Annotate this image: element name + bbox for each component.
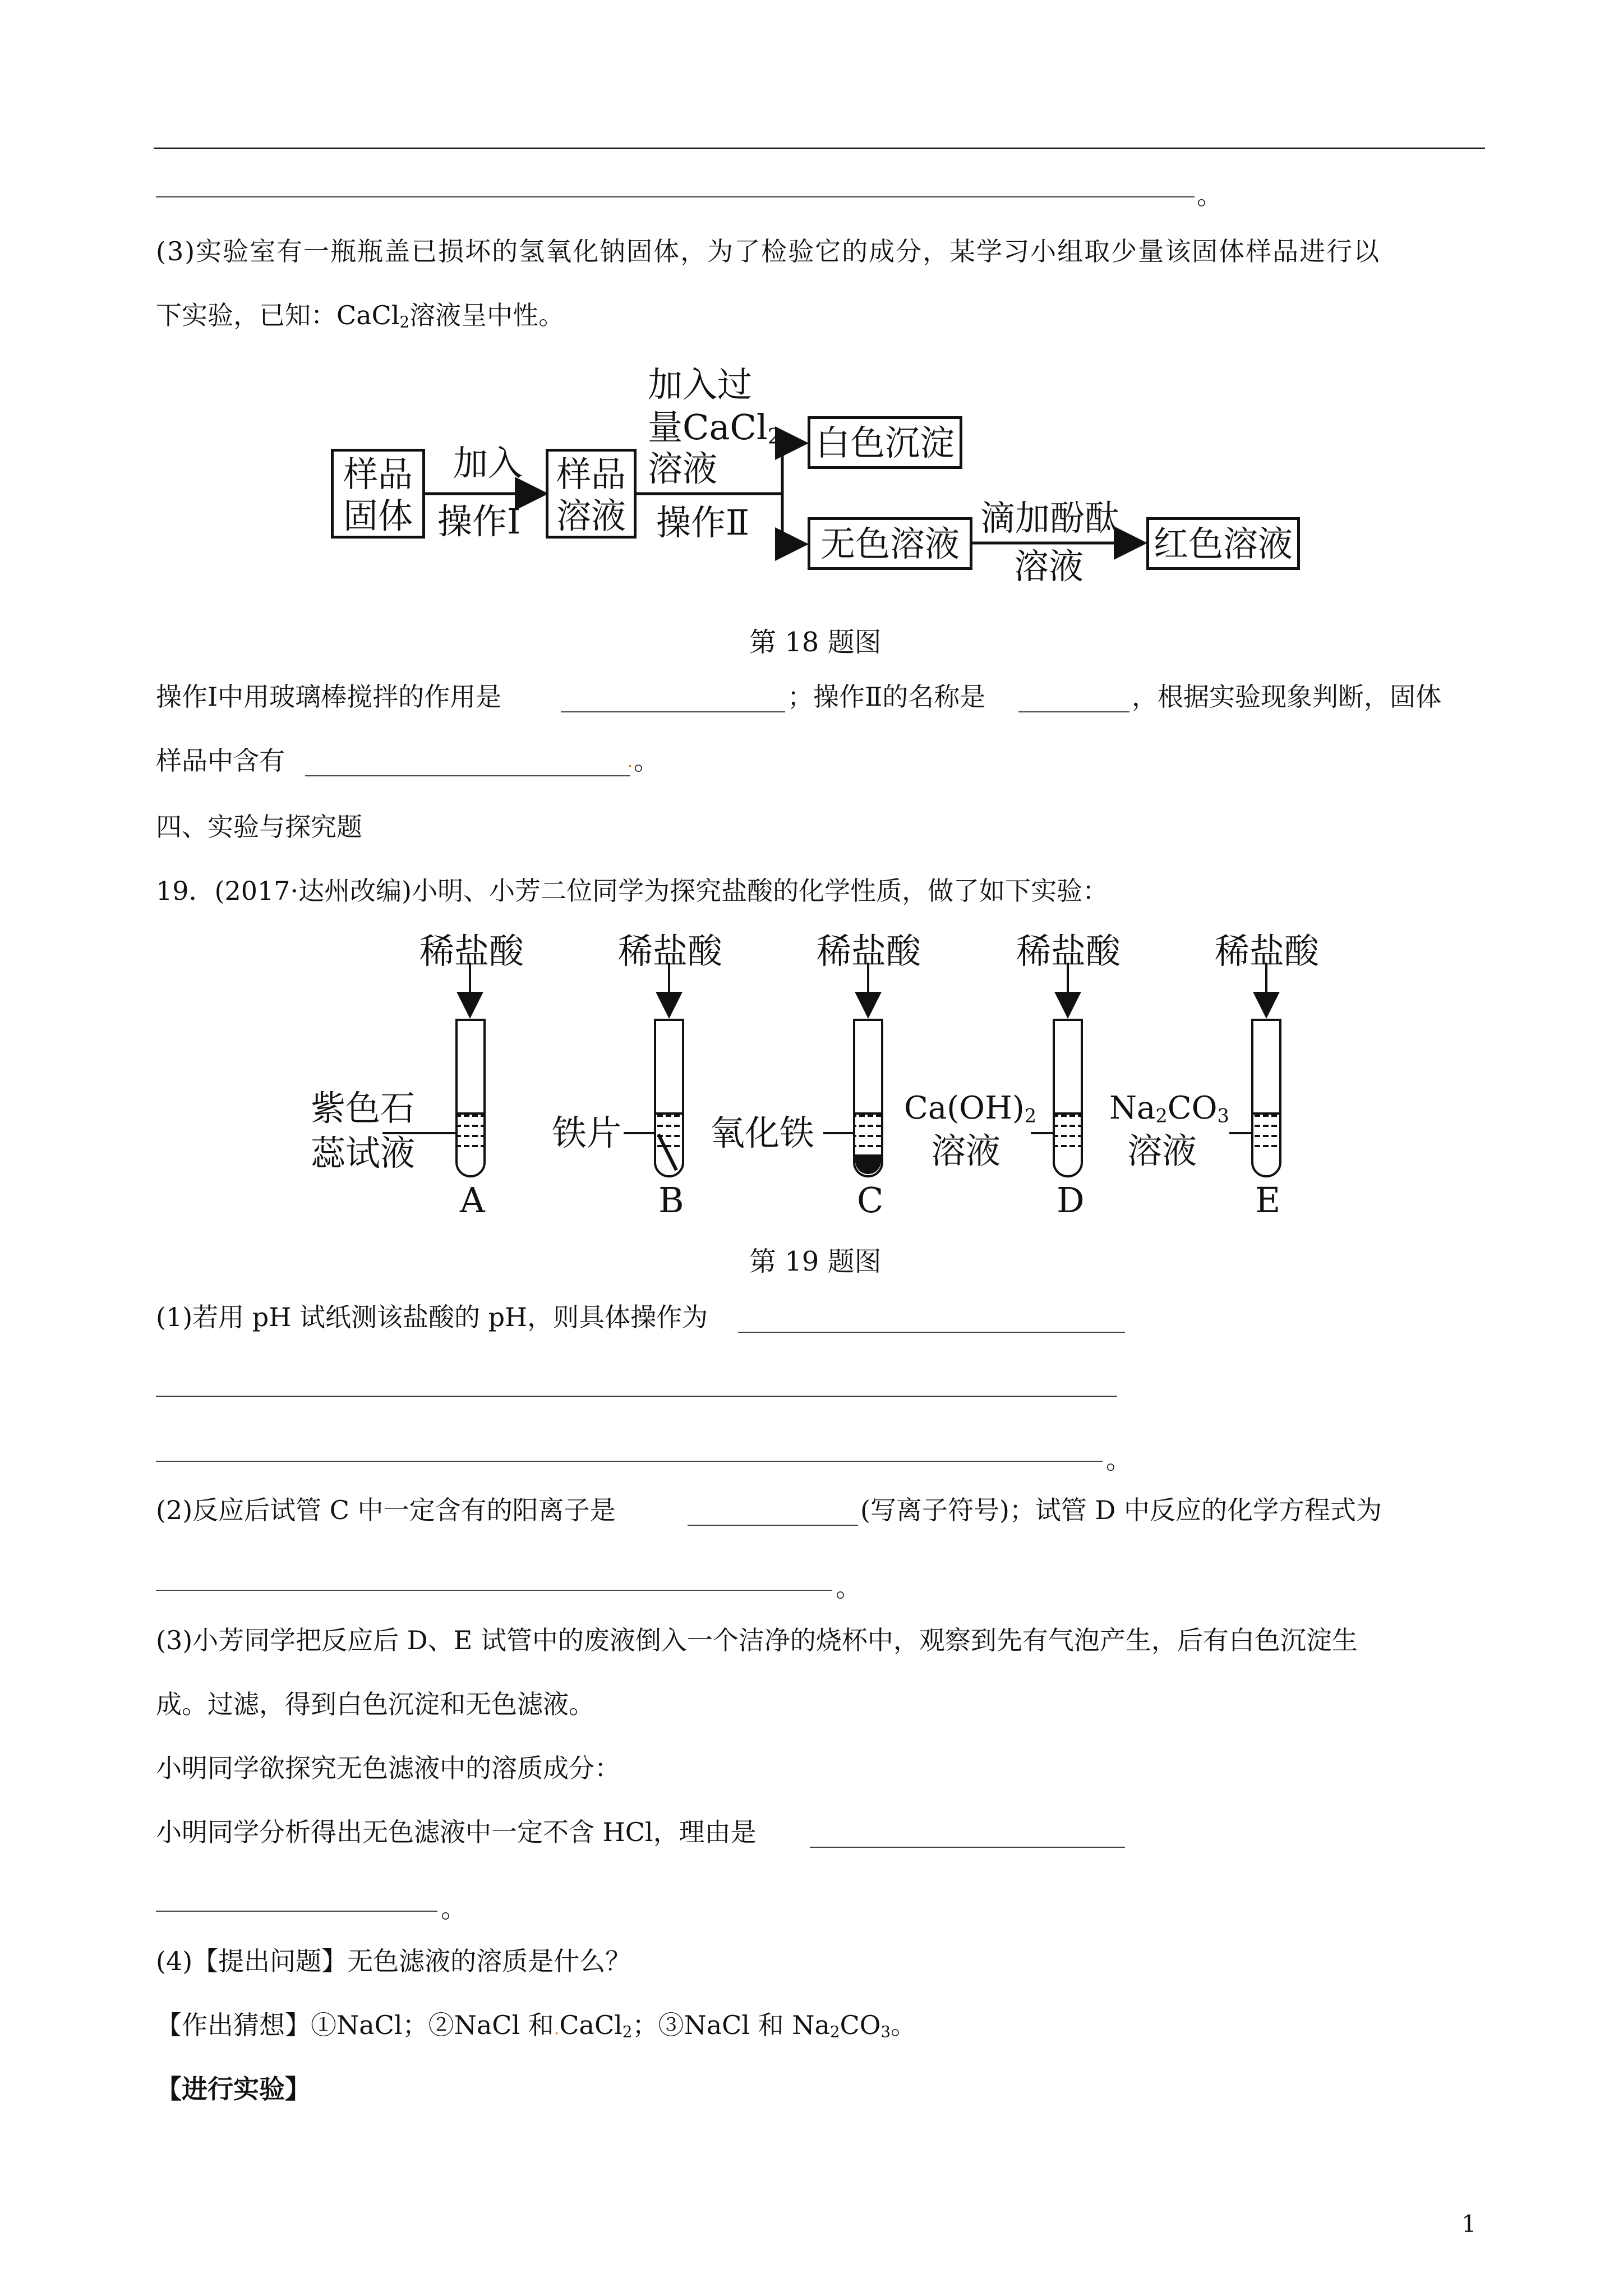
- tube-d: [1031, 1020, 1083, 1176]
- box-colorless-solution: 无色溶液: [808, 517, 972, 570]
- q19-part3-line3: 小明同学欲探究无色滤液中的溶质成分：: [156, 1753, 620, 1783]
- q18-question-line2-a: 样品中含有: [156, 746, 285, 776]
- tube-c: [823, 1020, 883, 1176]
- reagent-label-line3: 溶液: [648, 448, 718, 489]
- q19-part3-end: 。: [441, 1893, 467, 1924]
- section-4-heading: 四、实验与探究题: [156, 812, 362, 842]
- q19-part2-a: (2)反应后试管 C 中一定含有的阳离子是: [156, 1495, 616, 1525]
- q19-part1: (1)若用 pH 试纸测该盐酸的 pH，则具体操作为: [156, 1302, 708, 1332]
- stray-mark: .: [627, 749, 633, 772]
- reagent-label-line1: 加入过: [648, 364, 753, 405]
- q19-part4-line1: (4)【提出问题】无色滤液的溶质是什么？: [156, 1946, 631, 1976]
- q19-part3-line1: (3)小芳同学把反应后 D、E 试管中的废液倒入一个洁净的烧杯中，观察到先有气泡产生，后有白色沉淀生: [156, 1625, 1358, 1655]
- tube-b: [624, 1020, 684, 1176]
- tube-c-letter: C: [857, 1180, 884, 1221]
- tube-d-label-line2: 溶液: [931, 1130, 1001, 1171]
- answer-blank-equation: [156, 1590, 832, 1591]
- phenolphthalein-label-bottom: 溶液: [1014, 546, 1084, 587]
- reagent-label-line2: 量CaCl$_2$: [648, 407, 781, 449]
- acid-label-b: 稀盐酸: [618, 931, 723, 972]
- page-number: 1: [1461, 2210, 1477, 2238]
- q19-part2-b: (写离子符号)；试管 D 中反应的化学方程式为: [860, 1495, 1382, 1525]
- q18-question-line1-c: ，根据实验现象判断，固体: [1132, 682, 1441, 712]
- q18-question-line1-b: ；操作Ⅱ的名称是: [787, 682, 986, 712]
- acid-label-d: 稀盐酸: [1016, 931, 1121, 972]
- answer-blank-ph-operation-1: [738, 1332, 1125, 1333]
- tube-a-label-line1: 紫色石: [311, 1088, 416, 1129]
- tube-a-letter: A: [460, 1180, 485, 1221]
- box-sample-solid: 样品 固体: [331, 449, 425, 539]
- tube-e: [1229, 1020, 1281, 1176]
- tube-e-letter: E: [1255, 1180, 1281, 1221]
- q19-part1-end: 。: [1106, 1444, 1132, 1475]
- sentence-end: 。: [1197, 180, 1223, 210]
- arrow1-top-label: 加入: [453, 443, 523, 484]
- acid-label-c: 稀盐酸: [817, 931, 921, 972]
- acid-label-e: 稀盐酸: [1215, 931, 1320, 972]
- answer-blank-reason-1: [810, 1847, 1125, 1848]
- answer-blank-cation: [688, 1525, 858, 1526]
- tube-d-label-line1: $Ca(OH)_2$: [904, 1090, 1037, 1127]
- tube-c-label: 氧化铁: [710, 1112, 815, 1153]
- tube-a-label-line2: 蕊试液: [311, 1133, 416, 1174]
- box-white-precipitate: 白色沉淀: [808, 416, 962, 469]
- tube-e-label-line1: $Na_2CO_3$: [1109, 1090, 1229, 1127]
- q18-question-line1-a: 操作Ⅰ中用玻璃棒搅拌的作用是: [156, 682, 502, 712]
- q19-part2-end: 。: [836, 1572, 861, 1603]
- tube-e-label-line2: 溶液: [1127, 1130, 1197, 1171]
- phenolphthalein-label-top: 滴加酚酞: [980, 498, 1120, 539]
- answer-blank-ph-operation-3: [156, 1461, 1103, 1462]
- answer-blank-reason-2: [156, 1911, 437, 1912]
- box-red-solution: 红色溶液: [1146, 517, 1300, 570]
- figure-19-caption: 第 19 题图: [749, 1246, 882, 1277]
- q18-paragraph-line1: (3)实验室有一瓶瓶盖已损坏的氢氧化钠固体，为了检验它的成分，某学习小组取少量该固体样品进行以: [156, 236, 1381, 266]
- tube-d-letter: D: [1057, 1180, 1085, 1221]
- q19-part4-line3: 【进行实验】: [156, 2074, 311, 2104]
- q18-paragraph-line2: 下实验，已知：CaCl$_2$溶液呈中性。: [156, 300, 565, 332]
- tube-b-label: 铁片: [552, 1112, 622, 1153]
- stray-mark: .: [554, 2019, 560, 2039]
- arrow1-bottom-label: 操作Ⅰ: [437, 501, 521, 542]
- box-sample-solution: 样品 溶液: [546, 449, 637, 539]
- q19-part3-line4: 小明同学分析得出无色滤液中一定不含 HCl，理由是: [156, 1817, 757, 1847]
- acid-label-a: 稀盐酸: [419, 931, 524, 972]
- q18-question-line2-b: 。: [634, 746, 660, 776]
- q19-intro: 19．(2017·达州改编)小明、小芳二位同学为探究盐酸的化学性质，做了如下实验：: [156, 876, 1109, 906]
- tube-b-letter: B: [658, 1180, 684, 1221]
- q19-part4-line2: 【作出猜想】①NaCl；②NaCl 和.CaCl$_2$；③NaCl 和 $Na_2CO_3$。: [156, 2010, 916, 2041]
- figure-18-caption: 第 18 题图: [749, 627, 882, 658]
- operation2-label: 操作Ⅱ: [656, 502, 750, 543]
- q19-part3-line2: 成。过滤，得到白色沉淀和无色滤液。: [156, 1689, 594, 1719]
- answer-blank-ph-operation-2: [156, 1396, 1117, 1397]
